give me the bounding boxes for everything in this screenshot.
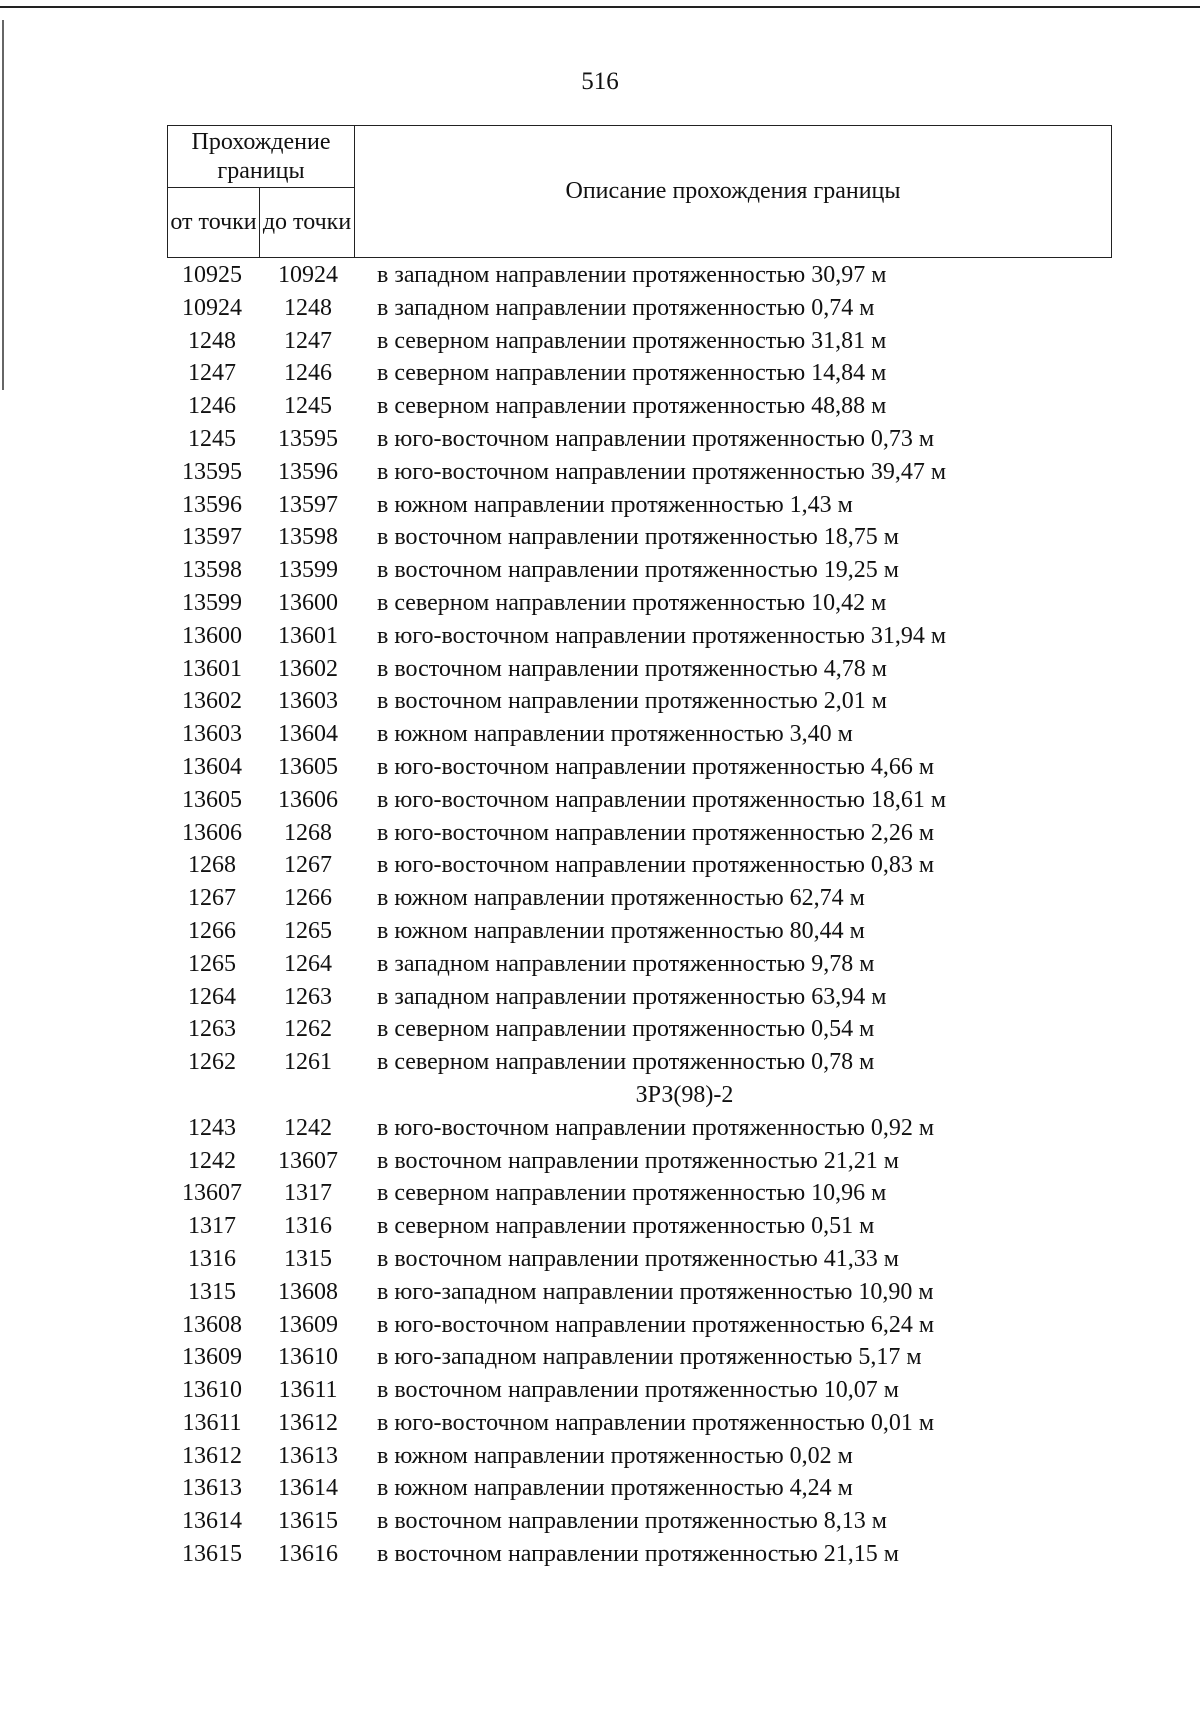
to-point: 13606 xyxy=(278,786,338,813)
table-row xyxy=(167,1374,1112,1407)
from-point: 13602 xyxy=(182,688,242,715)
to-point: 1317 xyxy=(284,1180,332,1207)
to-point: 13609 xyxy=(278,1311,338,1338)
table-row xyxy=(167,915,1112,948)
from-point: 13603 xyxy=(182,721,242,748)
boundary-description: в юго-восточном направлении протяженностью 0,83 м xyxy=(377,852,935,879)
boundary-description: в северном направлении протяженностью 10,96 м xyxy=(377,1180,887,1207)
from-point: 1266 xyxy=(188,917,236,944)
to-point: 1263 xyxy=(284,983,332,1010)
table-row xyxy=(167,1210,1112,1243)
table-row xyxy=(167,849,1112,882)
from-point: 13595 xyxy=(182,458,242,485)
from-point: 1316 xyxy=(188,1245,236,1272)
from-point: 1262 xyxy=(188,1049,236,1076)
to-point: 13614 xyxy=(278,1475,338,1502)
to-point: 13596 xyxy=(278,458,338,485)
table-row xyxy=(167,653,1112,686)
boundary-description: в северном направлении протяженностью 0,51 м xyxy=(377,1213,875,1240)
boundary-description: в восточном направлении протяженностью 21,15 м xyxy=(377,1541,899,1568)
table-row xyxy=(167,1472,1112,1505)
table-row xyxy=(167,1407,1112,1440)
from-point: 13612 xyxy=(182,1442,242,1469)
table-row xyxy=(167,1276,1112,1309)
from-point: 13604 xyxy=(182,753,242,780)
table-row xyxy=(167,554,1112,587)
to-point: 13613 xyxy=(278,1442,338,1469)
boundary-description: в юго-восточном направлении протяженностью 6,24 м xyxy=(377,1311,935,1338)
to-point: 13603 xyxy=(278,688,338,715)
from-point: 13597 xyxy=(182,524,242,551)
boundary-description: в юго-западном направлении протяженностью 5,17 м xyxy=(377,1344,922,1371)
to-point: 13597 xyxy=(278,491,338,518)
from-point: 13601 xyxy=(182,655,242,682)
from-point: 13599 xyxy=(182,589,242,616)
boundary-description: в юго-западном направлении протяженностью 10,90 м xyxy=(377,1278,934,1305)
to-point: 1315 xyxy=(284,1245,332,1272)
from-point: 1247 xyxy=(188,360,236,387)
boundary-description: в юго-восточном направлении протяженностью 0,92 м xyxy=(377,1114,935,1141)
to-point: 13600 xyxy=(278,589,338,616)
table-row xyxy=(167,1538,1112,1571)
to-point: 1264 xyxy=(284,950,332,977)
table-row xyxy=(167,292,1112,325)
from-point: 1317 xyxy=(188,1213,236,1240)
boundary-description: в юго-восточном направлении протяженностью 31,94 м xyxy=(377,622,947,649)
from-point: 1265 xyxy=(188,950,236,977)
from-point: 13607 xyxy=(182,1180,242,1207)
boundary-description: в северном направлении протяженностью 0,78 м xyxy=(377,1049,875,1076)
boundary-description: в восточном направлении протяженностью 18,75 м xyxy=(377,524,899,551)
to-point: 13612 xyxy=(278,1409,338,1436)
boundary-description: в юго-восточном направлении протяженностью 39,47 м xyxy=(377,458,947,485)
boundary-description: в восточном направлении протяженностью 19,25 м xyxy=(377,557,899,584)
from-point: 13613 xyxy=(182,1475,242,1502)
to-point: 1261 xyxy=(284,1049,332,1076)
table-row xyxy=(167,587,1112,620)
from-point: 13609 xyxy=(182,1344,242,1371)
to-point: 13616 xyxy=(278,1541,338,1568)
table-row xyxy=(167,1046,1112,1079)
table-row xyxy=(167,718,1112,751)
from-point: 13596 xyxy=(182,491,242,518)
table-row xyxy=(167,948,1112,981)
boundary-description: в северном направлении протяженностью 14,84 м xyxy=(377,360,887,387)
table-row xyxy=(167,357,1112,390)
from-point: 13608 xyxy=(182,1311,242,1338)
boundary-description: в западном направлении протяженностью 30,97 м xyxy=(377,262,887,288)
boundary-description: в западном направлении протяженностью 0,74 м xyxy=(377,294,875,321)
from-point: 13605 xyxy=(182,786,242,813)
boundary-description: в южном направлении протяженностью 3,40 м xyxy=(377,721,853,748)
boundary-description: в юго-восточном направлении протяженностью 4,66 м xyxy=(377,753,935,780)
boundary-description: в южном направлении протяженностью 1,43 м xyxy=(377,491,853,518)
to-point: 13598 xyxy=(278,524,338,551)
from-point: 1246 xyxy=(188,393,236,420)
from-point: 10925 xyxy=(182,262,242,288)
table-header xyxy=(167,125,1112,258)
table-row xyxy=(167,882,1112,915)
header-boundary-passage: Прохождение границы xyxy=(168,126,355,188)
boundary-description: в северном направлении протяженностью 10,42 м xyxy=(377,589,887,616)
to-point: 13610 xyxy=(278,1344,338,1371)
from-point: 13614 xyxy=(182,1508,242,1535)
to-point: 10924 xyxy=(278,262,338,288)
table-row xyxy=(167,620,1112,653)
from-point: 13598 xyxy=(182,557,242,584)
boundary-description: в юго-восточном направлении протяженностью 0,01 м xyxy=(377,1409,935,1436)
table-row xyxy=(167,259,1112,292)
header-from-point: от точки xyxy=(168,188,260,258)
from-point: 10924 xyxy=(182,294,242,321)
from-point: 1243 xyxy=(188,1114,236,1141)
table-row xyxy=(167,784,1112,817)
from-point: 1263 xyxy=(188,1016,236,1043)
boundary-description: в южном направлении протяженностью 80,44 м xyxy=(377,917,865,944)
table-row xyxy=(167,751,1112,784)
table-row xyxy=(167,1112,1112,1145)
from-point: 1264 xyxy=(188,983,236,1010)
to-point: 13611 xyxy=(278,1377,338,1404)
to-point: 13608 xyxy=(278,1278,338,1305)
from-point: 13611 xyxy=(182,1409,242,1436)
to-point: 13607 xyxy=(278,1147,338,1174)
from-point: 1315 xyxy=(188,1278,236,1305)
to-point: 13599 xyxy=(278,557,338,584)
table-row xyxy=(167,521,1112,554)
table-row xyxy=(167,1243,1112,1276)
table-row xyxy=(167,489,1112,522)
section-title: ЗРЗ(98)-2 xyxy=(635,1081,734,1108)
from-point: 1242 xyxy=(188,1147,236,1174)
table-row xyxy=(167,1341,1112,1374)
table-row xyxy=(167,325,1112,358)
boundary-description: в восточном направлении протяженностью 8,13 м xyxy=(377,1508,887,1535)
from-point: 13610 xyxy=(182,1377,242,1404)
from-point: 1245 xyxy=(188,425,236,452)
table-row xyxy=(167,1145,1112,1178)
table-row xyxy=(167,456,1112,489)
table-row xyxy=(167,1440,1112,1473)
boundary-description: в северном направлении протяженностью 0,54 м xyxy=(377,1016,875,1043)
boundary-description: в южном направлении протяженностью 62,74 м xyxy=(377,885,865,912)
table-row xyxy=(167,423,1112,456)
header-description: Описание прохождения границы xyxy=(355,126,1112,258)
table-row xyxy=(167,1013,1112,1046)
table-row xyxy=(167,1505,1112,1538)
from-point: 13615 xyxy=(182,1541,242,1568)
to-point: 1247 xyxy=(284,327,332,354)
boundary-description: в западном направлении протяженностью 63,94 м xyxy=(377,983,887,1010)
to-point: 1262 xyxy=(284,1016,332,1043)
from-point: 1248 xyxy=(188,327,236,354)
boundary-description: в южном направлении протяженностью 0,02 м xyxy=(377,1442,853,1469)
to-point: 13595 xyxy=(278,425,338,452)
boundary-description: в северном направлении протяженностью 48,88 м xyxy=(377,393,887,420)
boundary-description: в юго-восточном направлении протяженностью 2,26 м xyxy=(377,819,935,846)
from-point: 1267 xyxy=(188,885,236,912)
boundary-description: в восточном направлении протяженностью 10,07 м xyxy=(377,1377,899,1404)
to-point: 1246 xyxy=(284,360,332,387)
to-point: 13615 xyxy=(278,1508,338,1535)
boundary-description: в восточном направлении протяженностью 2,01 м xyxy=(377,688,887,715)
page-number: 516 xyxy=(581,68,619,95)
boundary-description: в южном направлении протяженностью 4,24 м xyxy=(377,1475,853,1502)
table-row xyxy=(167,817,1112,850)
boundary-description: в восточном направлении протяженностью 41,33 м xyxy=(377,1245,899,1272)
to-point: 1266 xyxy=(284,885,332,912)
header-to-point: до точки xyxy=(260,188,355,258)
table-row xyxy=(167,390,1112,423)
boundary-description: в юго-восточном направлении протяженностью 18,61 м xyxy=(377,786,947,813)
boundary-description: в юго-восточном направлении протяженностью 0,73 м xyxy=(377,425,935,452)
from-point: 13600 xyxy=(182,622,242,649)
to-point: 1242 xyxy=(284,1114,332,1141)
to-point: 1267 xyxy=(284,852,332,879)
to-point: 1245 xyxy=(284,393,332,420)
boundary-description: в восточном направлении протяженностью 4,78 м xyxy=(377,655,887,682)
boundary-description: в восточном направлении протяженностью 21,21 м xyxy=(377,1147,899,1174)
to-point: 1248 xyxy=(284,294,332,321)
boundary-description: в западном направлении протяженностью 9,78 м xyxy=(377,950,875,977)
to-point: 13602 xyxy=(278,655,338,682)
table-row xyxy=(167,685,1112,718)
to-point: 1316 xyxy=(284,1213,332,1240)
table-row xyxy=(167,1309,1112,1342)
boundary-description: в северном направлении протяженностью 31,81 м xyxy=(377,327,887,354)
to-point: 1265 xyxy=(284,917,332,944)
to-point: 1268 xyxy=(284,819,332,846)
boundary-rows xyxy=(167,259,1112,1571)
table-row xyxy=(167,981,1112,1014)
to-point: 13605 xyxy=(278,753,338,780)
from-point: 13606 xyxy=(182,819,242,846)
to-point: 13601 xyxy=(278,622,338,649)
scan-edge-top xyxy=(0,6,1200,8)
table-row xyxy=(167,1177,1112,1210)
to-point: 13604 xyxy=(278,721,338,748)
from-point: 1268 xyxy=(188,852,236,879)
